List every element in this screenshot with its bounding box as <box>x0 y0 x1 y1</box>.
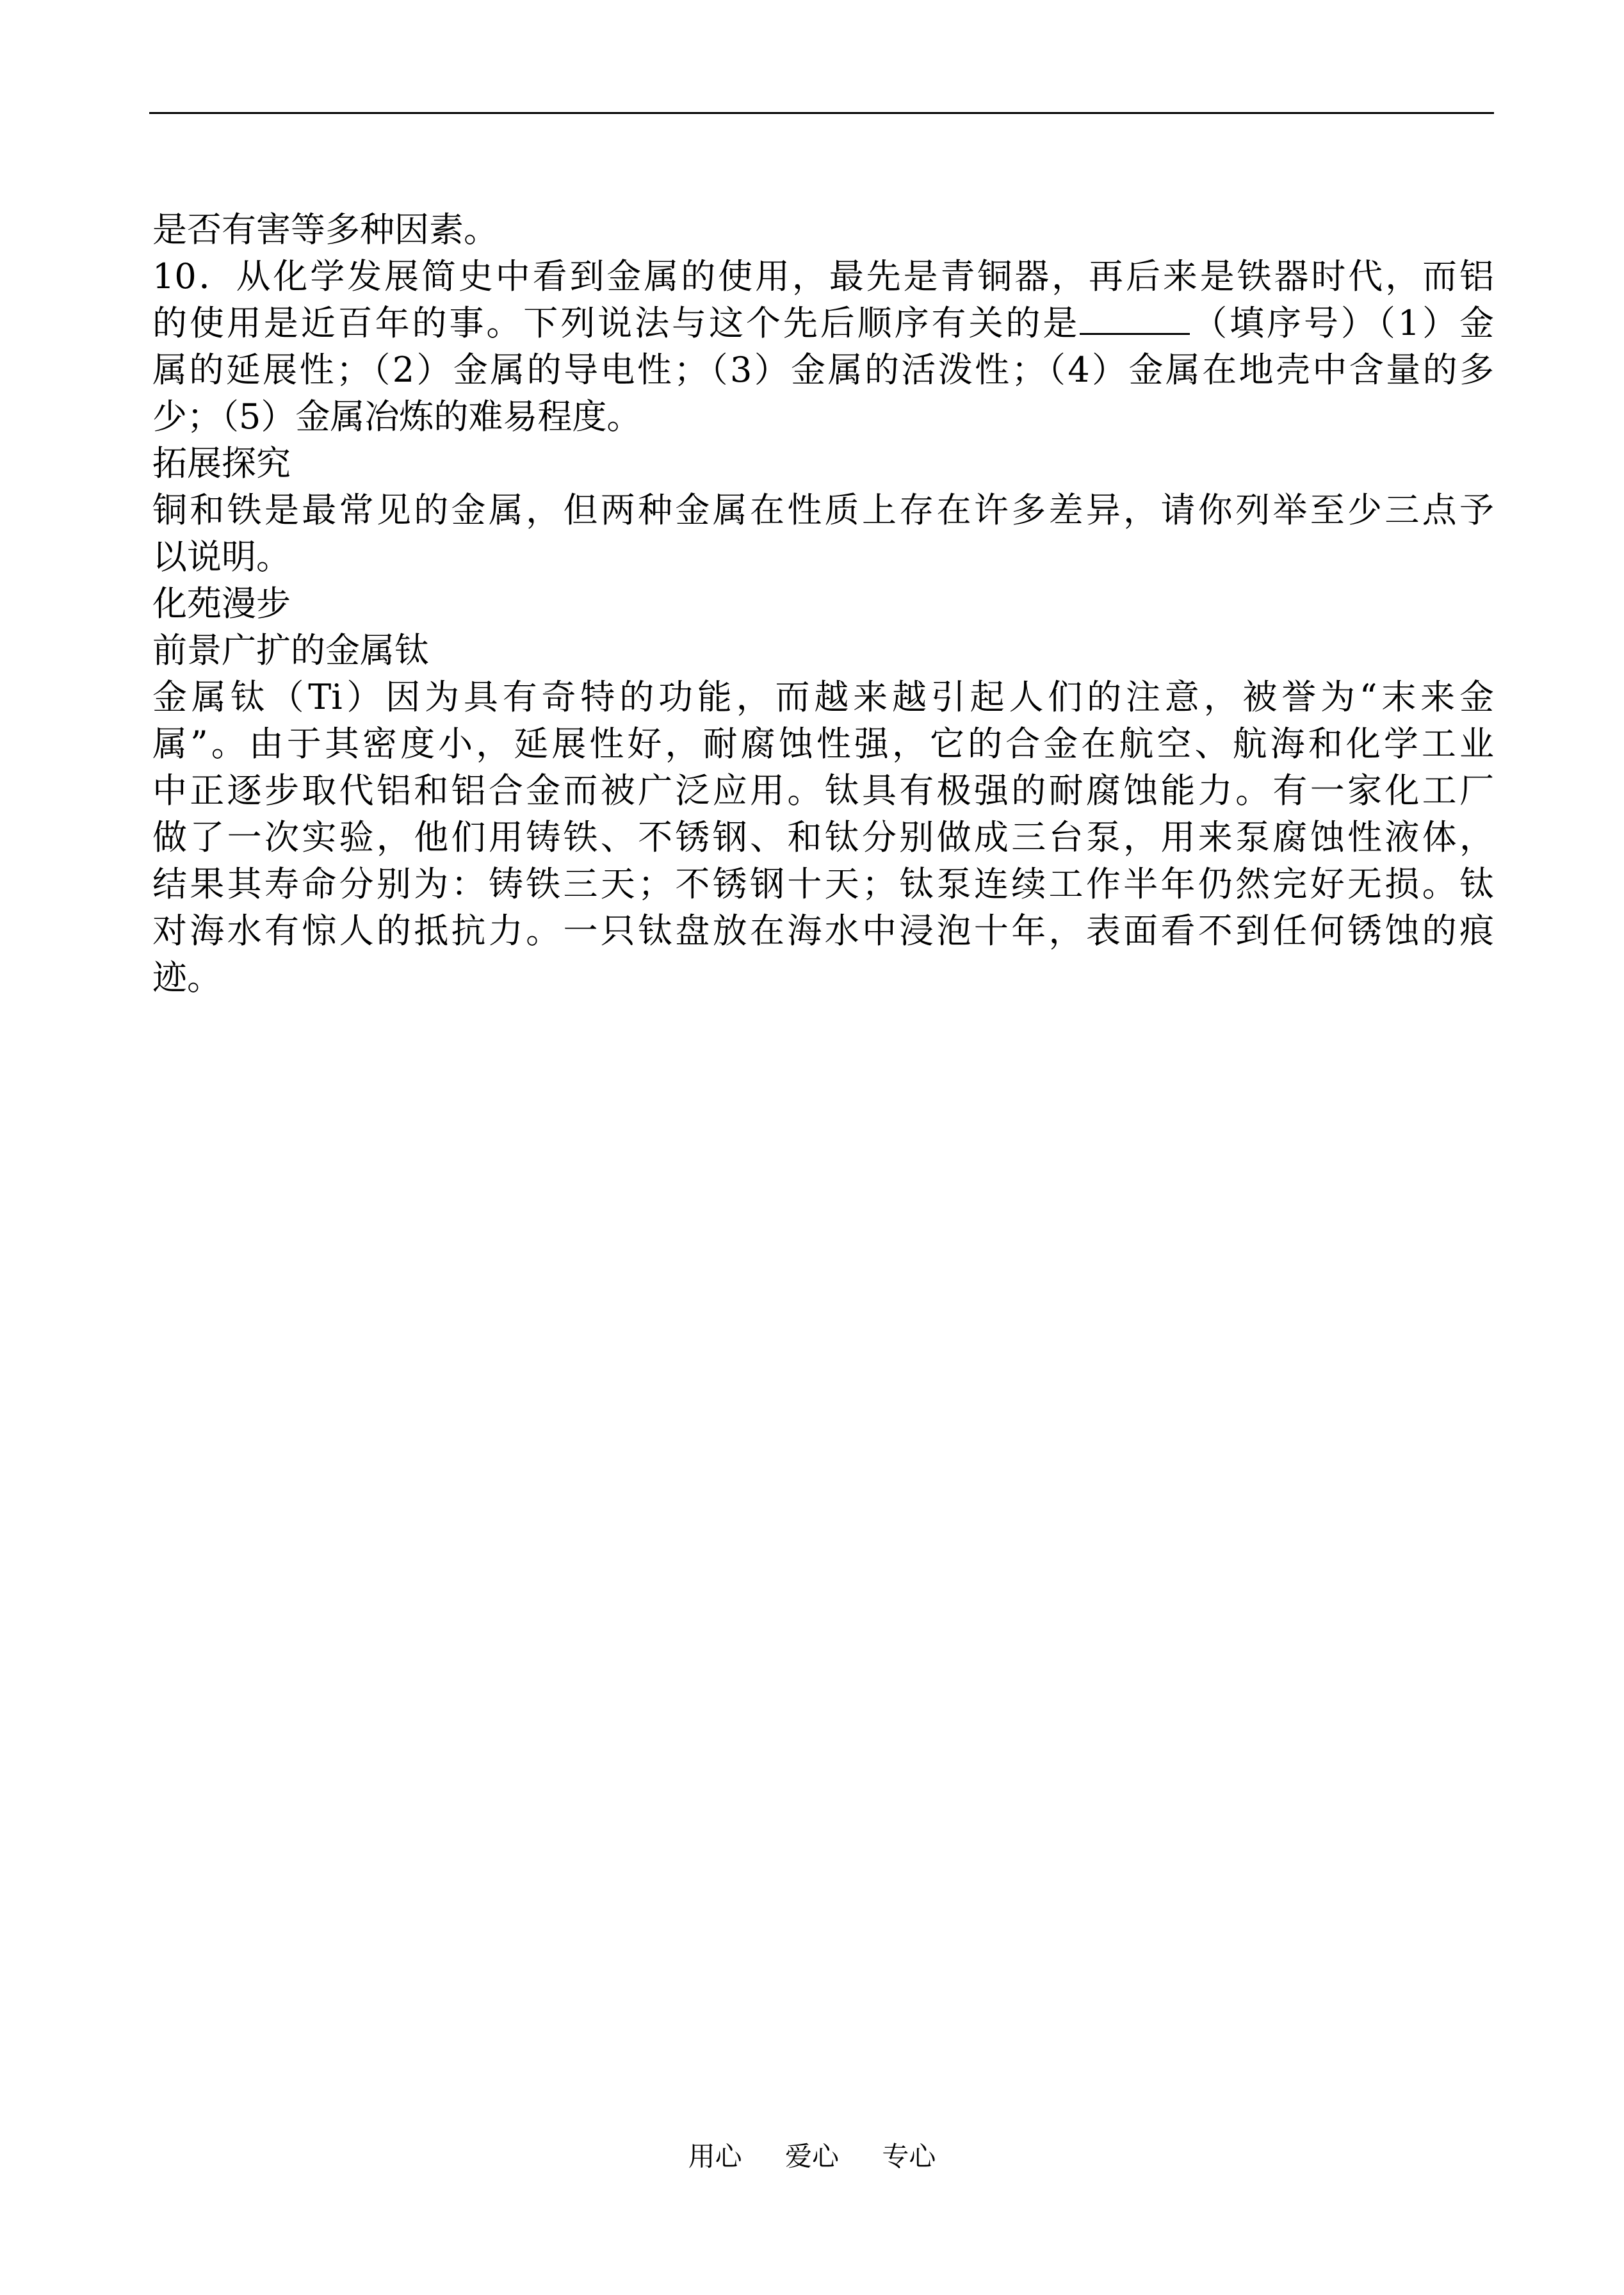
section-heading-reading: 化苑漫步 <box>152 583 291 624</box>
question-text: （填序号）（1）金 <box>1190 303 1494 343</box>
document-body <box>152 206 1494 1001</box>
text-line: 是否有害等多种因素。 <box>152 209 498 250</box>
question-10-line: 少；（5）金属冶炼的难易程度。 <box>152 396 642 437</box>
article-line: 做了一次实验，他们用铸铁、不锈钢、和钛分别做成三台泵，用来泵腐蚀性液体， <box>152 817 1494 857</box>
answer-blank <box>1080 305 1190 335</box>
question-10-line: 10．从化学发展简史中看到金属的使用，最先是青铜器，再后来是铁器时代，而铝 <box>152 256 1494 296</box>
question-text: 的使用是近百年的事。下列说法与这个先后顺序有关的是 <box>152 303 1080 343</box>
article-line: 结果其寿命分别为：铸铁三天；不锈钢十天；钛泵连续工作半年仍然完好无损。钛 <box>152 864 1494 904</box>
question-10-line: 属的延展性；（2）金属的导电性；（3）金属的活泼性；（4）金属在地壳中含量的多 <box>152 350 1494 390</box>
extension-question-line: 以说明。 <box>152 537 291 577</box>
header-rule <box>149 112 1494 114</box>
article-line: 金属钛（Ti）因为具有奇特的功能，而越来越引起人们的注意，被誉为“末来金 <box>152 677 1494 717</box>
page-footer <box>0 2137 1624 2176</box>
article-line: 中正逐步取代铝和铝合金而被广泛应用。钛具有极强的耐腐蚀能力。有一家化工厂 <box>152 770 1494 811</box>
article-line: 对海水有惊人的抵抗力。一只钛盘放在海水中浸泡十年，表面看不到任何锈蚀的痕 <box>152 911 1494 951</box>
article-title: 前景广扩的金属钛 <box>152 630 429 670</box>
article-line: 迹。 <box>152 957 222 998</box>
question-10-line <box>152 300 1494 346</box>
extension-question-line: 铜和铁是最常见的金属，但两种金属在性质上存在许多差异，请你列举至少三点予 <box>152 490 1494 530</box>
footer-text: 爱心 <box>784 2141 839 2172</box>
footer-text: 用心 <box>688 2141 742 2172</box>
article-line: 属”。由于其密度小，延展性好，耐腐蚀性强，它的合金在航空、航海和化学工业 <box>152 724 1494 764</box>
footer-text: 专心 <box>882 2141 936 2172</box>
section-heading-extension: 拓展探究 <box>152 443 291 483</box>
